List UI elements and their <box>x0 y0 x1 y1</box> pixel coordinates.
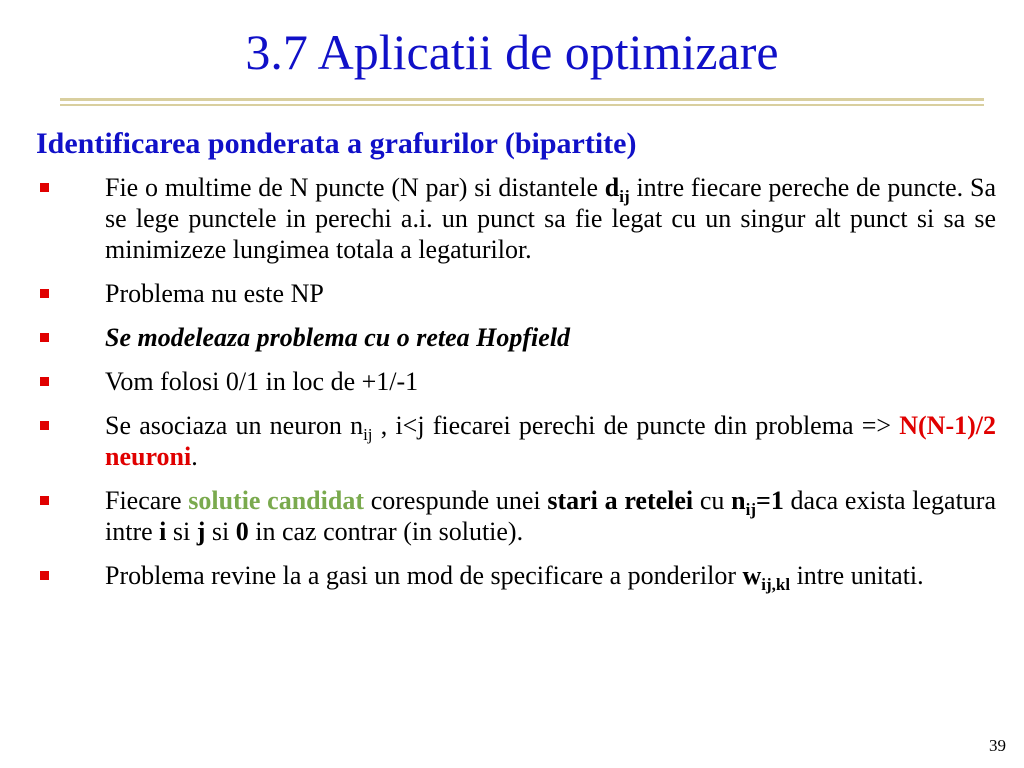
bullet-list <box>36 172 996 604</box>
slide-subtitle: Identificarea ponderata a grafurilor (bipartite) <box>36 127 637 160</box>
bullet-item-points: Fie o multime de N puncte (N par) si distantele $d_{ij}$ intre fiecare pereche de puncte. Sa se lege punctele in perechi a.i. un punct sa fie legat cu un singur alt punct si sa se minimizeze lungimea totala a legaturilor. <box>36 172 996 265</box>
title-underline-bottom <box>60 104 984 106</box>
square-bullet-icon <box>40 571 49 580</box>
slide-title: 3.7 Aplicatii de optimizare <box>245 24 779 80</box>
bullet-item-not-np: Problema nu este NP <box>36 278 996 309</box>
square-bullet-icon <box>40 183 49 192</box>
square-bullet-icon <box>40 421 49 430</box>
bullet-item-hopfield: Se modeleaza problema cu o retea Hopfield <box>36 322 996 353</box>
square-bullet-icon <box>40 377 49 386</box>
square-bullet-icon <box>40 289 49 298</box>
square-bullet-icon <box>40 333 49 342</box>
title-underline-top <box>60 98 984 101</box>
bullet-item-candidate: Fiecare solutie candidat corespunde unei stari a retelei cu $n_{ij}=1$ daca exista legatura intre i si j si 0 in caz contrar (in solutie). <box>36 485 996 547</box>
bullet-item-neurons: Se asociaza un neuron $n_{ij}$ , i<j fiecarei perechi de puncte din problema => N(N-1)/2 neuroni. <box>36 410 996 472</box>
bullet-item-weights: Problema revine la a gasi un mod de specificare a ponderilor $w_{ij,kl}$ intre unitati. <box>36 560 996 591</box>
page-number: 39 <box>989 736 1006 755</box>
square-bullet-icon <box>40 496 49 505</box>
bullet-item-binary: Vom folosi 0/1 in loc de +1/-1 <box>36 366 996 397</box>
